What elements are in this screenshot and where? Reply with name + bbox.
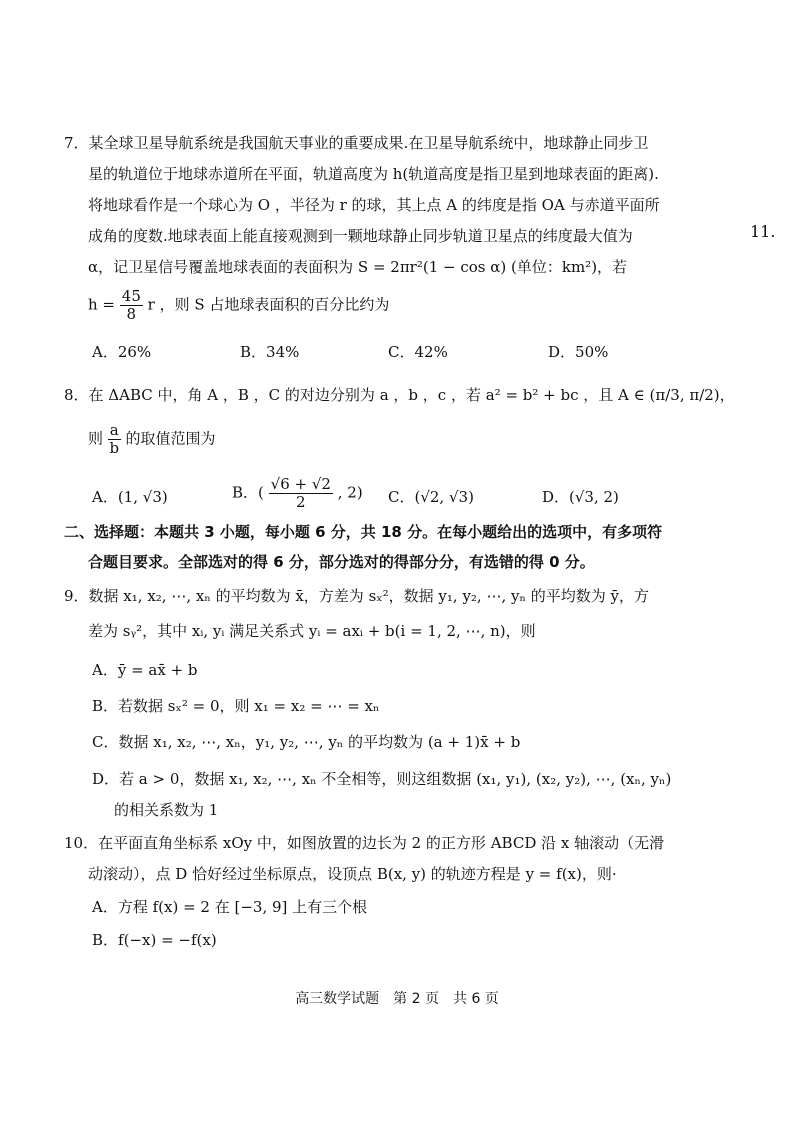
q7-line-4: 成角的度数.地球表面上能直接观测到一颗地球静止同步轨道卫星点的纬度最大值为 [88,227,633,245]
q9-option-d-line-1: D．若 a > 0，数据 x₁, x₂, ⋯, xₙ 不全相等，则这组数据 (x₁, y₁), (x₂, y₂), ⋯, (xₙ, yₙ) [92,770,672,788]
q8-fraction-numerator: a [109,421,119,439]
q8-option-b-denominator: 2 [296,493,306,511]
q7-line-6 [88,288,389,323]
q7-line-2: 星的轨道位于地球赤道所在平面，轨道高度为 h(轨道高度是指卫星到地球表面的距离). [88,165,659,183]
q7-line-3: 将地球看作是一个球心为 O ，半径为 r 的球，其上点 A 的纬度是指 OA 与赤道平面所 [88,196,660,214]
q9-option-c: C．数据 x₁, x₂, ⋯, xₙ，y₁, y₂, ⋯, yₙ 的平均数为 (a + 1)x̄ + b [92,733,521,751]
q7-line-6-rest: r ，则 S 占地球表面积的百分比约为 [147,295,390,314]
q9-option-d-line-2: 的相关系数为 1 [114,801,219,819]
q9-line-1: 9．数据 x₁, x₂, ⋯, xₙ 的平均数为 x̄，方差为 sₓ²，数据 y₁, y₂, ⋯, yₙ 的平均数为 ȳ，方 [64,587,649,605]
q7-option-b: B．34% [240,343,300,361]
q10-line-2: 动滚动），点 D 恰好经过坐标原点，设顶点 B(x, y) 的轨迹方程是 y = f(x)，则· [88,865,617,883]
q8-option-b-suffix: , 2) [337,483,363,502]
q7-fraction [120,288,143,323]
q8-line-2-rest: 的取值范围为 [125,429,216,448]
q8-option-b [232,476,363,511]
q8-fraction [108,422,121,457]
q7-line-1: 7．某全球卫星导航系统是我国航天事业的重要成果.在卫星导航系统中，地球静止同步卫 [64,134,649,152]
margin-question-number: 11. [750,222,776,241]
q8-fraction-denominator: b [109,439,120,457]
section-2-header-line-1: 二、选择题：本题共 3 小题，每小题 6 分，共 18 分。在每小题给出的选项中，有多项符 [64,523,663,541]
q8-option-b-numerator: √6 + √2 [270,475,331,493]
section-2-header-line-2: 合题目要求。全部选对的得 6 分，部分选对的得部分分，有选错的得 0 分。 [88,553,595,571]
q8-then: 则 [88,429,104,448]
q7-fraction-denominator: 8 [126,305,137,323]
q7-h-equals: h = [88,295,115,314]
q9-option-a: A．ȳ = ax̄ + b [92,661,198,679]
q7-option-c: C．42% [388,343,448,361]
q7-option-a: A．26% [92,343,152,361]
q9-line-2: 差为 sᵧ²，其中 xᵢ, yᵢ 满足关系式 yᵢ = axᵢ + b(i = 1, 2, ⋯, n)，则 [88,622,536,640]
q10-line-1: 10．在平面直角坐标系 xOy 中，如图放置的边长为 2 的正方形 ABCD 沿 x 轴滚动（无滑 [64,834,665,852]
q8-option-a: A．(1, √3) [92,488,168,506]
q9-option-b: B．若数据 sₓ² = 0，则 x₁ = x₂ = ⋯ = xₙ [92,697,380,715]
q7-line-5: α，记卫星信号覆盖地球表面的表面积为 S = 2πr²(1 − cos α) (单位：km²)，若 [88,258,628,276]
q8-option-c: C．(√2, √3) [388,488,474,506]
page-footer: 高三数学试题 第 2 页 共 6 页 [295,991,499,1007]
q8-line-1: 8．在 ΔABC 中，角 A ，B ，C 的对边分别为 a ，b ，c ，若 a² = b² + bc ，且 A ∈ (π/3, π/2)， [64,386,735,404]
q8-option-d: D．(√3, 2) [542,488,619,506]
q7-fraction-numerator: 45 [121,287,141,305]
q7-option-d: D．50% [548,343,609,361]
q10-option-b: B．f(−x) = −f(x) [92,931,217,949]
q8-line-2 [88,422,216,457]
q8-option-b-prefix: B．( [232,483,264,502]
q8-option-b-fraction [269,476,333,511]
q10-option-a: A．方程 f(x) = 2 在 [−3, 9] 上有三个根 [92,898,368,916]
